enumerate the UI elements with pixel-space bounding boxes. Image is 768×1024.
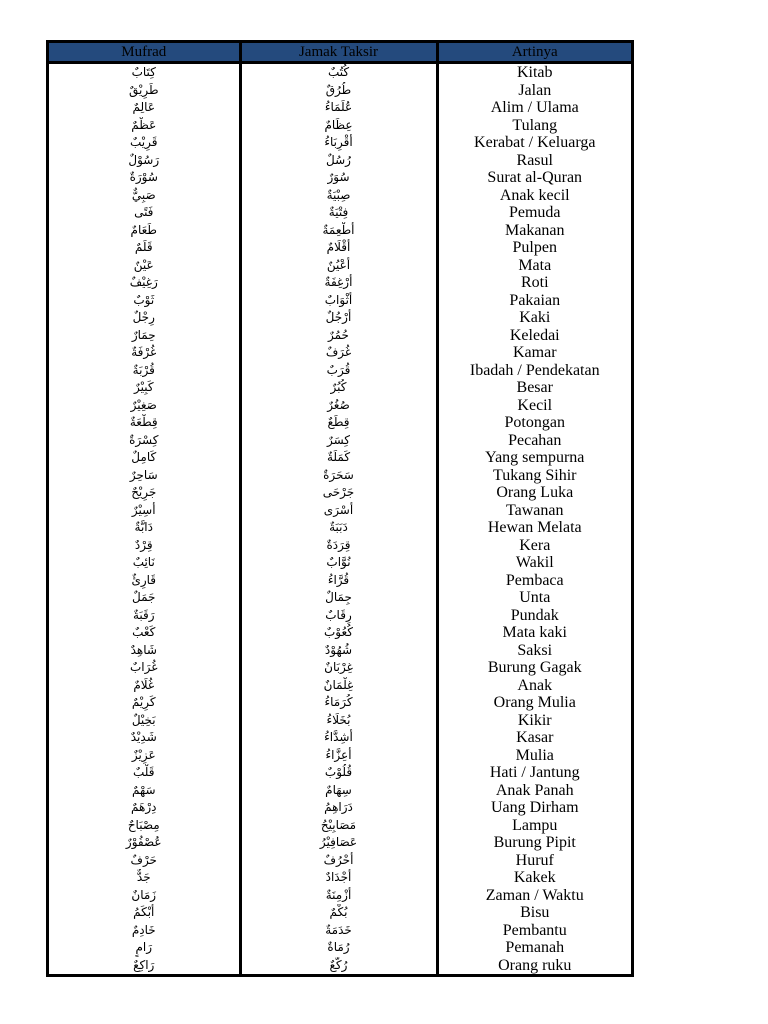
header-artinya: Artinya bbox=[437, 43, 631, 63]
jamak-taksir-cell: حُمُرٌ bbox=[240, 327, 437, 345]
jamak-taksir-cell: صِبْيَةٌ bbox=[240, 187, 437, 205]
mufrad-cell: ثَوْبٌ bbox=[133, 292, 155, 307]
jamak-taksir-cell: جَرْحَى bbox=[240, 484, 437, 502]
mufrad-cell: شَاهِدٌ bbox=[130, 642, 157, 657]
jamak-taksir-cell: أَرْجُلٌ bbox=[240, 309, 437, 327]
jamak-taksir-cell: أَعِزَّاءُ bbox=[240, 747, 437, 765]
table-row bbox=[49, 449, 631, 467]
jamak-taksir-cell: أَجْدَادٌ bbox=[240, 869, 437, 887]
artinya-cell: Anak Panah bbox=[437, 782, 631, 800]
mufrad-cell: كِسْرَةٌ bbox=[129, 432, 159, 447]
table-row bbox=[49, 467, 631, 485]
jamak-taksir-cell: مَصَابِيْحُ bbox=[240, 817, 437, 835]
table-row bbox=[49, 362, 631, 380]
mufrad-cell: نَائِبٌ bbox=[132, 555, 155, 569]
jamak-taksir-cell: عَصَافِيْرُ bbox=[240, 834, 437, 852]
table-row bbox=[49, 502, 631, 520]
mufrad-cell: غُرَابٌ bbox=[129, 660, 158, 674]
artinya-cell: Hati / Jantung bbox=[437, 764, 631, 782]
mufrad-cell: عُصْفُوْرٌ bbox=[125, 835, 162, 849]
mufrad-cell: صَغِيْرٌ bbox=[130, 397, 157, 412]
artinya-cell: Pundak bbox=[437, 607, 631, 625]
table-row bbox=[49, 799, 631, 817]
mufrad-cell: طَرِيْقٌ bbox=[128, 82, 159, 97]
table-row bbox=[49, 589, 631, 607]
artinya-cell: Potongan bbox=[437, 414, 631, 432]
table-row bbox=[49, 222, 631, 240]
mufrad-cell: رَغِيْفٌ bbox=[129, 275, 158, 289]
artinya-cell: Kera bbox=[437, 537, 631, 555]
mufrad-cell: سُوْرَةٌ bbox=[129, 170, 158, 184]
table-row bbox=[49, 187, 631, 205]
artinya-cell: Kakek bbox=[437, 869, 631, 887]
artinya-cell: Keledai bbox=[437, 327, 631, 345]
artinya-cell: Pulpen bbox=[437, 239, 631, 257]
mufrad-cell: عَيْنٌ bbox=[133, 257, 154, 272]
artinya-cell: Anak bbox=[437, 677, 631, 695]
artinya-cell: Pemanah bbox=[437, 939, 631, 957]
mufrad-cell: كَرِيْمٌ bbox=[131, 695, 156, 709]
jamak-taksir-cell: أَحْرُفٌ bbox=[240, 852, 437, 870]
mufrad-cell: زَمَانٌ bbox=[131, 887, 157, 902]
table-row bbox=[49, 729, 631, 747]
jamak-taksir-cell: كَمَلَةٌ bbox=[240, 449, 437, 467]
artinya-cell: Ibadah / Pendekatan bbox=[437, 362, 631, 380]
table-row bbox=[49, 572, 631, 590]
jamak-taksir-cell: كُعُوْبٌ bbox=[240, 624, 437, 642]
table-row bbox=[49, 712, 631, 730]
table-body bbox=[49, 63, 631, 975]
mufrad-cell: قَرِيْبٌ bbox=[130, 135, 158, 149]
jamak-taksir-cell: قُلُوْبٌ bbox=[240, 764, 437, 782]
jamak-taksir-cell: أَزْمِنَةٌ bbox=[240, 887, 437, 905]
vocabulary-table bbox=[49, 43, 631, 974]
table-row bbox=[49, 414, 631, 432]
mufrad-cell: سَهْمٌ bbox=[131, 782, 156, 797]
jamak-taksir-cell: أَرْغِفَةٌ bbox=[240, 274, 437, 292]
artinya-cell: Roti bbox=[437, 274, 631, 292]
artinya-cell: Pembantu bbox=[437, 922, 631, 940]
table-row bbox=[49, 869, 631, 887]
table-row bbox=[49, 554, 631, 572]
table-row bbox=[49, 309, 631, 327]
table-row bbox=[49, 834, 631, 852]
mufrad-cell: غُلَامٌ bbox=[133, 677, 155, 692]
artinya-cell: Unta bbox=[437, 589, 631, 607]
table-row bbox=[49, 327, 631, 345]
jamak-taksir-cell: رُكَّعٌ bbox=[240, 957, 437, 975]
jamak-taksir-cell: غِرْبَانٌ bbox=[240, 659, 437, 677]
table-row bbox=[49, 537, 631, 555]
artinya-cell: Kamar bbox=[437, 344, 631, 362]
mufrad-cell: قُرْبَةٌ bbox=[132, 362, 155, 377]
jamak-taksir-cell: قِطَعٌ bbox=[240, 414, 437, 432]
artinya-cell: Besar bbox=[437, 379, 631, 397]
table-row bbox=[49, 677, 631, 695]
table-row bbox=[49, 607, 631, 625]
artinya-cell: Bisu bbox=[437, 904, 631, 922]
artinya-cell: Mata kaki bbox=[437, 624, 631, 642]
mufrad-cell: دِرْهَمٌ bbox=[131, 800, 157, 814]
table-row bbox=[49, 939, 631, 957]
artinya-cell: Orang Mulia bbox=[437, 694, 631, 712]
jamak-taksir-cell: دَبَبَةٌ bbox=[240, 519, 437, 537]
jamak-taksir-cell: كُبُرٌ bbox=[240, 379, 437, 397]
jamak-taksir-cell: رُمَاةٌ bbox=[240, 939, 437, 957]
artinya-cell: Kerabat / Keluarga bbox=[437, 134, 631, 152]
header-jamak-taksir: Jamak Taksir bbox=[240, 43, 437, 63]
mufrad-cell: رَامٍ bbox=[135, 940, 153, 954]
artinya-cell: Burung Gagak bbox=[437, 659, 631, 677]
artinya-cell: Mata bbox=[437, 257, 631, 275]
table-row bbox=[49, 344, 631, 362]
vocabulary-table-frame bbox=[46, 40, 634, 977]
header-row bbox=[49, 43, 631, 63]
artinya-cell: Tulang bbox=[437, 117, 631, 135]
jamak-taksir-cell: أَعْيُنٌ bbox=[240, 257, 437, 275]
mufrad-cell: جَدٌّ bbox=[136, 870, 151, 884]
table-row bbox=[49, 117, 631, 135]
mufrad-cell: كَبِيْرٌ bbox=[133, 380, 154, 394]
artinya-cell: Saksi bbox=[437, 642, 631, 660]
jamak-taksir-cell: عُلَمَاءُ bbox=[240, 99, 437, 117]
artinya-cell: Makanan bbox=[437, 222, 631, 240]
artinya-cell: Rasul bbox=[437, 152, 631, 170]
table-row bbox=[49, 624, 631, 642]
artinya-cell: Yang sempurna bbox=[437, 449, 631, 467]
artinya-cell: Lampu bbox=[437, 817, 631, 835]
mufrad-cell: جَمَلٌ bbox=[132, 590, 156, 604]
table-row bbox=[49, 817, 631, 835]
artinya-cell: Anak kecil bbox=[437, 187, 631, 205]
jamak-taksir-cell: كُرَمَاءُ bbox=[240, 694, 437, 712]
jamak-taksir-cell: شُهُوْدٌ bbox=[240, 642, 437, 660]
jamak-taksir-cell: نُوَّابٌ bbox=[240, 554, 437, 572]
mufrad-cell: عَزِيْزٌ bbox=[131, 747, 156, 762]
table-row bbox=[49, 99, 631, 117]
mufrad-cell: جَرِيْحٌ bbox=[131, 485, 157, 499]
table-row bbox=[49, 904, 631, 922]
artinya-cell: Surat al-Quran bbox=[437, 169, 631, 187]
table-row bbox=[49, 274, 631, 292]
jamak-taksir-cell: جِمَالٌ bbox=[240, 589, 437, 607]
jamak-taksir-cell: فِتْيَةٌ bbox=[240, 204, 437, 222]
jamak-taksir-cell: أَثْوَابٌ bbox=[240, 292, 437, 310]
jamak-taksir-cell: خَدَمَةٌ bbox=[240, 922, 437, 940]
jamak-taksir-cell: أَقْلَامٌ bbox=[240, 239, 437, 257]
artinya-cell: Wakil bbox=[437, 554, 631, 572]
jamak-taksir-cell: كِسَرٌ bbox=[240, 432, 437, 450]
table-row bbox=[49, 432, 631, 450]
table-row bbox=[49, 519, 631, 537]
jamak-taksir-cell: طُرُقٌ bbox=[240, 82, 437, 100]
table-row bbox=[49, 397, 631, 415]
table-row bbox=[49, 782, 631, 800]
artinya-cell: Jalan bbox=[437, 82, 631, 100]
jamak-taksir-cell: رِقَابٌ bbox=[240, 607, 437, 625]
mufrad-cell: قِطْعَةٌ bbox=[129, 415, 158, 429]
table-row bbox=[49, 484, 631, 502]
artinya-cell: Hewan Melata bbox=[437, 519, 631, 537]
mufrad-cell: طَعَامٌ bbox=[130, 222, 157, 237]
table-row bbox=[49, 82, 631, 100]
mufrad-cell: سَاحِرٌ bbox=[129, 467, 158, 482]
jamak-taksir-cell: أَسْرَى bbox=[240, 502, 437, 520]
jamak-taksir-cell: أَطْعِمَةٌ bbox=[240, 222, 437, 240]
table-row bbox=[49, 957, 631, 975]
table-row bbox=[49, 239, 631, 257]
artinya-cell: Kikir bbox=[437, 712, 631, 730]
table-row bbox=[49, 747, 631, 765]
jamak-taksir-cell: صُغُرٌ bbox=[240, 397, 437, 415]
mufrad-cell: كِتَابٌ bbox=[131, 65, 156, 79]
jamak-taksir-cell: قُرَّاءُ bbox=[240, 572, 437, 590]
artinya-cell: Kaki bbox=[437, 309, 631, 327]
mufrad-cell: مِصْبَاحٌ bbox=[127, 817, 160, 832]
jamak-taksir-cell: قُرَبٌ bbox=[240, 362, 437, 380]
mufrad-cell: رِجْلٌ bbox=[132, 310, 155, 324]
artinya-cell: Pakaian bbox=[437, 292, 631, 310]
artinya-cell: Huruf bbox=[437, 852, 631, 870]
jamak-taksir-cell: أَشِدَّاءُ bbox=[240, 729, 437, 747]
mufrad-cell: قِرْدٌ bbox=[134, 537, 153, 552]
jamak-taksir-cell: أَقْرِبَاءُ bbox=[240, 134, 437, 152]
artinya-cell: Alim / Ulama bbox=[437, 99, 631, 117]
mufrad-cell: حِمَارٌ bbox=[131, 327, 156, 342]
mufrad-cell: رَسُوْلٌ bbox=[128, 152, 160, 167]
artinya-cell: Uang Dirham bbox=[437, 799, 631, 817]
artinya-cell: Kecil bbox=[437, 397, 631, 415]
table-row bbox=[49, 922, 631, 940]
artinya-cell: Zaman / Waktu bbox=[437, 887, 631, 905]
mufrad-cell: خَادِمٌ bbox=[131, 922, 156, 937]
table-row bbox=[49, 152, 631, 170]
jamak-taksir-cell: سَحَرَةٌ bbox=[240, 467, 437, 485]
mufrad-cell: أَبْكَمُ bbox=[133, 905, 155, 919]
artinya-cell: Burung Pipit bbox=[437, 834, 631, 852]
mufrad-cell: شَدِيْدٌ bbox=[130, 730, 157, 744]
jamak-taksir-cell: كُتُبٌ bbox=[240, 63, 437, 82]
table-row bbox=[49, 642, 631, 660]
artinya-cell: Orang ruku bbox=[437, 957, 631, 975]
jamak-taksir-cell: بُخَلَاءُ bbox=[240, 712, 437, 730]
mufrad-cell: فَتًى bbox=[134, 205, 154, 219]
artinya-cell: Tukang Sihir bbox=[437, 467, 631, 485]
table-row bbox=[49, 887, 631, 905]
table-row bbox=[49, 764, 631, 782]
table-row bbox=[49, 134, 631, 152]
jamak-taksir-cell: سِهَامٌ bbox=[240, 782, 437, 800]
jamak-taksir-cell: سُوَرٌ bbox=[240, 169, 437, 187]
artinya-cell: Pembaca bbox=[437, 572, 631, 590]
table-row bbox=[49, 852, 631, 870]
artinya-cell: Pecahan bbox=[437, 432, 631, 450]
header-mufrad: Mufrad bbox=[49, 43, 240, 63]
jamak-taksir-cell: دَرَاهِمُ bbox=[240, 799, 437, 817]
table-row bbox=[49, 659, 631, 677]
mufrad-cell: دَابَّةٌ bbox=[134, 520, 153, 534]
mufrad-cell: رَاكِعٌ bbox=[133, 957, 155, 972]
mufrad-cell: عَظْمٌ bbox=[131, 117, 157, 132]
mufrad-cell: غُرْفَةٌ bbox=[131, 345, 157, 359]
table-row bbox=[49, 63, 631, 82]
jamak-taksir-cell: رُسُلٌ bbox=[240, 152, 437, 170]
artinya-cell: Orang Luka bbox=[437, 484, 631, 502]
artinya-cell: Kasar bbox=[437, 729, 631, 747]
mufrad-cell: أَسِيْرٌ bbox=[131, 502, 156, 517]
mufrad-cell: قَارِئٌ bbox=[131, 572, 157, 587]
mufrad-cell: رَقَبَةٌ bbox=[132, 607, 155, 622]
mufrad-cell: بَخِيْلٌ bbox=[131, 712, 156, 727]
mufrad-cell: قَلْبٌ bbox=[133, 765, 155, 779]
table-row bbox=[49, 204, 631, 222]
table-row bbox=[49, 292, 631, 310]
table-row bbox=[49, 257, 631, 275]
mufrad-cell: كَامِلٌ bbox=[131, 450, 157, 464]
jamak-taksir-cell: عِظَامٌ bbox=[240, 117, 437, 135]
mufrad-cell: صَبِيٌّ bbox=[131, 187, 156, 202]
jamak-taksir-cell: بُكْمٌ bbox=[240, 904, 437, 922]
mufrad-cell: عَالِمٌ bbox=[132, 100, 155, 114]
artinya-cell: Tawanan bbox=[437, 502, 631, 520]
jamak-taksir-cell: غِلْمَانٌ bbox=[240, 677, 437, 695]
artinya-cell: Pemuda bbox=[437, 204, 631, 222]
artinya-cell: Kitab bbox=[437, 63, 631, 82]
mufrad-cell: كَعْبٌ bbox=[132, 625, 156, 639]
table-row bbox=[49, 379, 631, 397]
artinya-cell: Mulia bbox=[437, 747, 631, 765]
jamak-taksir-cell: غُرَفٌ bbox=[240, 344, 437, 362]
table-row bbox=[49, 694, 631, 712]
mufrad-cell: قَلَمٌ bbox=[134, 240, 153, 254]
jamak-taksir-cell: قِرَدَةٌ bbox=[240, 537, 437, 555]
table-row bbox=[49, 169, 631, 187]
mufrad-cell: حَرْفٌ bbox=[130, 852, 157, 867]
